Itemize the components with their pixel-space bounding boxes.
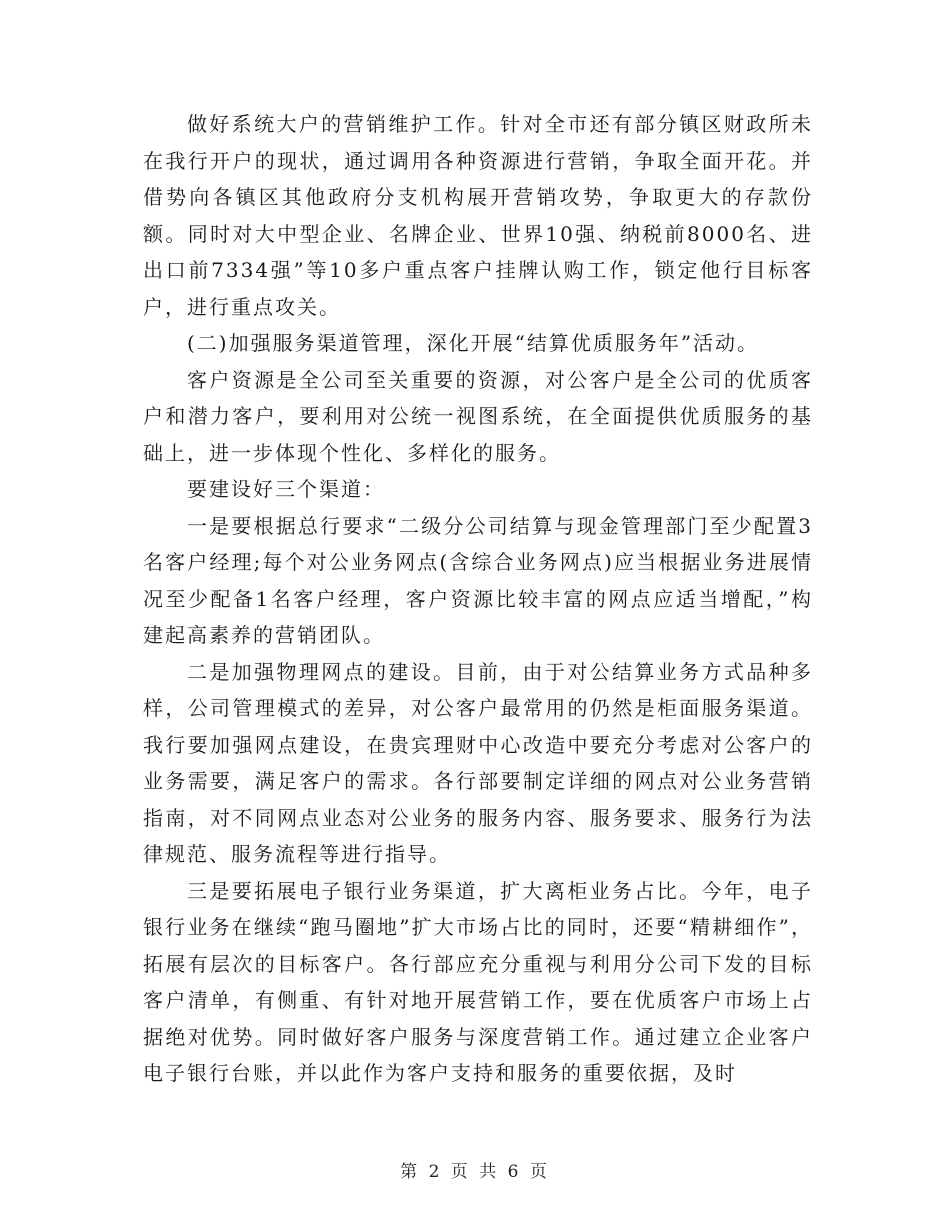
page-number-footer: 第 2 页 共 6 页 xyxy=(400,1162,550,1182)
paragraph-major-clients: 做好系统大户的营销维护工作。针对全市还有部分镇区财政所未在我行开户的现状，通过调用各种资源进行营销，争取全面开花。并借势向各镇区其他政府分支机构展开营销攻势，争取更大的存款份额。同时对大中型企业、名牌企业、世界10强、纳税前8000名、进出口前7334强”等10多户重点客户挂牌认购工作，锁定他行目标客户，进行重点攻关。 xyxy=(143,112,813,319)
paragraph-channel-three: 三是要拓展电子银行业务渠道，扩大离柜业务占比。今年，电子银行业务在继续“跑马圈地”扩大市场占比的同时，还要“精耕细作”，拓展有层次的目标客户。各行部应充分重视与利用分公司下发的目标客户清单，有侧重、有针对地开展营销工作，要在优质客户市场上占据绝对优势。同时做好客户服务与深度营销工作。通过建立企业客户电子银行台账，并以此作为客户支持和服务的重要依据，及时 xyxy=(143,878,813,1085)
document-body xyxy=(143,106,813,1092)
paragraph-three-channels: 要建设好三个渠道： xyxy=(187,477,385,501)
paragraph-channel-two: 二是加强物理网点的建设。目前，由于对公结算业务方式品种多样，公司管理模式的差异，对公客户最常用的仍然是柜面服务渠道。我行要加强网点建设，在贵宾理财中心改造中要充分考虑对公客户的业务需要，满足客户的需求。各行部要制定详细的网点对公业务营销指南，对不同网点业态对公业务的服务内容、服务要求、服务行为法律规范、服务流程等进行指导。 xyxy=(143,659,813,866)
paragraph-client-resources: 客户资源是全公司至关重要的资源，对公客户是全公司的优质客户和潜力客户，要利用对公统一视图系统，在全面提供优质服务的基础上，进一步体现个性化、多样化的服务。 xyxy=(143,367,813,465)
section-heading-service-channels: (二)加强服务渠道管理，深化开展“结算优质服务年”活动。 xyxy=(187,331,760,355)
paragraph-channel-one: 一是要根据总行要求“二级分公司结算与现金管理部门至少配置3名客户经理;每个对公业务网点(含综合业务网点)应当根据业务进展情况至少配备1名客户经理，客户资源比较丰富的网点应适当增配，”构建起高素养的营销团队。 xyxy=(143,513,813,647)
